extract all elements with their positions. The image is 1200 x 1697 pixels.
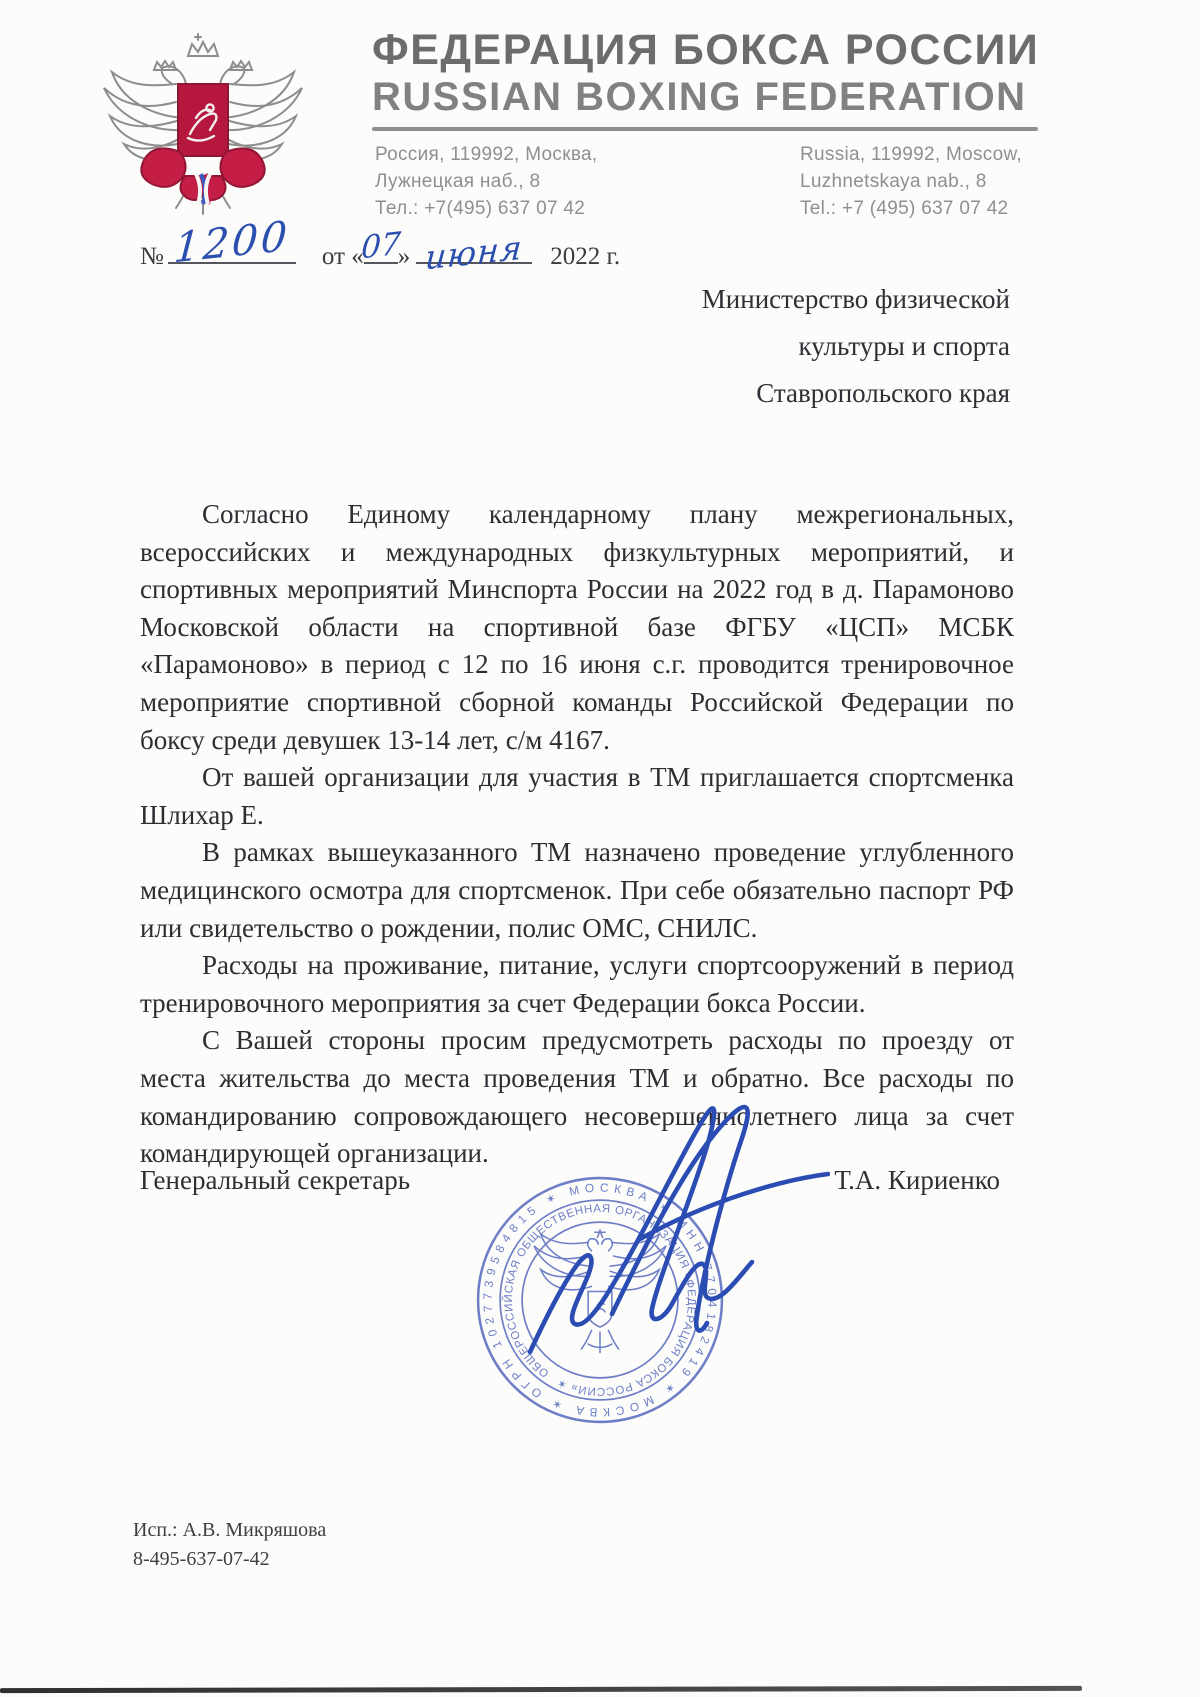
recipient-line: культуры и спорта xyxy=(798,331,1010,361)
executor-phone: 8-495-637-07-42 xyxy=(133,1548,270,1570)
position-title: Генеральный секретарь xyxy=(140,1165,411,1195)
address-line: Russia, 119992, Moscow, xyxy=(800,144,1022,165)
recipient-line: Министерство физической xyxy=(701,284,1010,314)
boxing-federation-emblem xyxy=(92,26,314,222)
stamp-inner-text: ОБЩЕРОССИЙСКАЯ ОБЩЕСТВЕННАЯ ОРГАНИЗАЦИЯ «ФЕДЕРАЦИЯ БОКСА РОССИИ» ✶ xyxy=(502,1202,698,1398)
signer-name: Т.А. Кириенко xyxy=(834,1165,1000,1195)
address-line: Тел.: +7(495) 637 07 42 xyxy=(375,198,586,219)
day-blank xyxy=(359,225,402,267)
handwritten-signature xyxy=(490,1082,830,1367)
from-label: от « xyxy=(321,243,364,270)
paragraph: С Вашей стороны просим предусмотреть расходы по проезду от места жительства до места проведения ТМ и обратно. Все расходы по командированию сопровождающего несовершеннолетнего лица за счет командирующей организации. xyxy=(140,1025,1014,1169)
month-blank xyxy=(416,227,532,278)
number-blank xyxy=(168,211,296,273)
address-line: Лужнецкая наб., 8 xyxy=(375,171,541,192)
paragraph: В рамках вышеуказанного ТМ назначено проведение углубленного медицинского осмотра для спортсменок. При себе обязательно паспорт РФ или свидетельство о рождении, полис ОМС, СНИЛС. xyxy=(140,837,1014,943)
recipient-line: Ставропольского края xyxy=(756,378,1010,408)
address-line: Luzhnetskaya nab., 8 xyxy=(800,171,987,192)
recipient-block xyxy=(702,276,1010,417)
handwritten-letter-number: 1200 xyxy=(172,211,292,273)
reference-line xyxy=(140,211,621,278)
executor-name: Исп.: А.В. Микряшова xyxy=(133,1519,327,1541)
paragraph: Согласно Единому календарному плану межрегиональных, всероссийских и международных физкультурных мероприятий, и спортивных мероприятий Минспорта России на 2022 год в д. Парамоново Московской области на спортивной базе ФГБУ «ЦСП» МСБК «Парамоново» в период с 12 по 16 июня с.г. проводится тренировочное мероприятие спортивной сборной команды Российской Федерации по боксу среди девушек 13-14 лет, с/м 4167. xyxy=(140,499,1014,755)
year-label: 2022 г. xyxy=(550,243,621,270)
scan-artifact-line xyxy=(0,1686,1082,1693)
org-name-ru: ФЕДЕРАЦИЯ БОКСА РОССИИ xyxy=(372,26,1040,74)
executor-block xyxy=(133,1516,326,1574)
org-name-en: RUSSIAN BOXING FEDERATION xyxy=(372,75,1027,119)
number-label: № xyxy=(140,243,164,270)
letter-body xyxy=(140,496,1014,1173)
address-russian xyxy=(375,141,597,222)
address-line: Россия, 119992, Москва, xyxy=(375,144,598,165)
handwritten-day: 07 xyxy=(359,225,402,267)
handwritten-month: июня xyxy=(424,227,525,278)
paragraph: От вашей организации для участия в ТМ приглашается спортсменка Шлихар Е. xyxy=(140,762,1014,830)
paragraph: Расходы на проживание, питание, услуги спортсооружений в период тренировочного мероприятия за счет Федерации бокса России. xyxy=(140,950,1014,1018)
letterhead-divider xyxy=(372,127,1038,131)
address-line: Tel.: +7 (495) 637 07 42 xyxy=(800,198,1009,219)
address-english xyxy=(800,141,1022,222)
quote-close: » xyxy=(397,243,411,270)
stamp-outer-text: ОГРН 1027739584815 ✶ МОСКВА ✶ ИНН 7704182419 ✶ МОСКВА ✶ xyxy=(480,1180,720,1420)
